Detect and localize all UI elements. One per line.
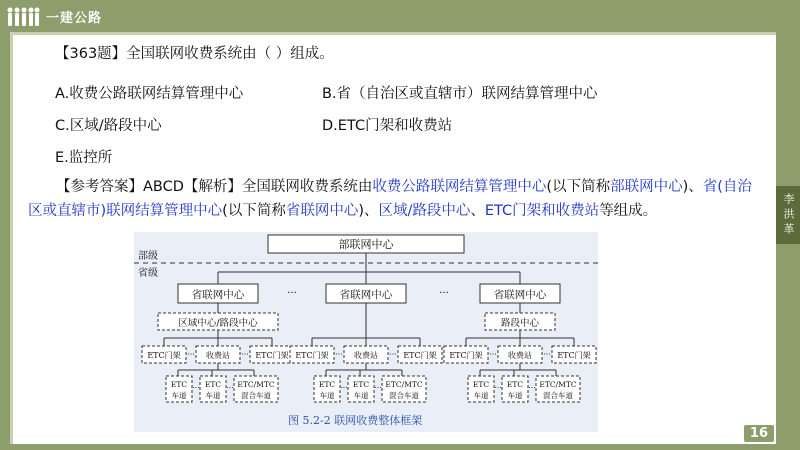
answer-text: )、 — [358, 203, 379, 219]
bottom-border — [0, 444, 800, 450]
logo — [6, 5, 102, 27]
left-border — [0, 32, 10, 450]
ellipsis: ··· — [192, 383, 200, 392]
answer-text: )、 — [682, 179, 703, 195]
answer-highlight: 区域/路段中心 — [378, 203, 471, 219]
etc-lane-label: 车道 — [171, 391, 187, 400]
etc-lane-label: ETC — [318, 380, 336, 389]
ellipsis: ··· — [389, 350, 397, 359]
ellipsis: ··· — [543, 350, 551, 359]
ellipsis: ··· — [340, 383, 348, 392]
etc-gantry-label: ETC门架 — [295, 351, 329, 360]
etc-gantry-label: ETC门架 — [557, 351, 591, 360]
etc-lane-label: 车道 — [473, 391, 489, 400]
region-node-label: 路段中心 — [500, 318, 540, 329]
ellipsis: ··· — [226, 383, 234, 392]
mixed-lane-label: 混合车道 — [543, 391, 573, 400]
answer-text: 、 — [470, 203, 485, 219]
ellipsis: ··· — [439, 288, 449, 299]
region-node-label: 区域中心/路段中心 — [178, 318, 258, 329]
mixed-lane-label: ETC/MTC — [385, 380, 423, 389]
question-stem: 【363题】全国联网收费系统由（ ）组成。 — [55, 46, 334, 62]
etc-lane-label: ETC — [506, 380, 524, 389]
etc-lane-label: ETC — [204, 380, 222, 389]
answer-highlight: 部联网中心 — [610, 179, 683, 195]
answer-text: 等组成。 — [599, 203, 658, 219]
ellipsis: ··· — [374, 383, 382, 392]
etc-lane-label: ETC — [472, 380, 490, 389]
answer-text: 【参考答案】ABCD【解析】全国联网收费系统由 — [56, 179, 373, 195]
etc-lane-label: 车道 — [205, 391, 221, 400]
ellipsis: ··· — [494, 383, 502, 392]
province-node-label: 省联网中心 — [339, 289, 393, 301]
etc-lane-label: 车道 — [507, 391, 523, 400]
answer-highlight: 省(自治区或直辖市)联网结算管理中心 — [28, 179, 752, 219]
answer-text: (以下简称 — [546, 179, 611, 195]
etc-lane-label: ETC — [352, 380, 370, 389]
logo-text: 一建公路 — [46, 10, 103, 26]
option-e: E.监控所 — [55, 150, 113, 166]
level-top-label: 部级 — [138, 251, 158, 262]
answer-highlight: 收费公路联网结算管理中心 — [372, 179, 547, 195]
mixed-lane-label: ETC/MTC — [237, 380, 275, 389]
ellipsis: ··· — [241, 350, 249, 359]
network-framework-figure — [134, 232, 598, 432]
answer-highlight: ETC门架和收费站 — [484, 203, 600, 219]
ellipsis: ··· — [187, 350, 195, 359]
etc-gantry-label: ETC门架 — [449, 351, 483, 360]
ellipsis: ··· — [335, 350, 343, 359]
answer-text: (以下简称 — [222, 203, 286, 219]
toll-station-label: 收费站 — [206, 351, 230, 360]
mixed-lane-label: ETC/MTC — [539, 380, 577, 389]
etc-gantry-label: ETC门架 — [403, 351, 437, 360]
etc-lane-label: 车道 — [353, 391, 369, 400]
framework-diagram — [134, 232, 598, 432]
ellipsis: ··· — [287, 288, 297, 299]
mixed-lane-label: 混合车道 — [241, 391, 271, 400]
option-a: A.收费公路联网结算管理中心 — [55, 86, 244, 102]
option-c: C.区域/路段中心 — [55, 118, 162, 134]
people-icon — [6, 5, 40, 27]
ellipsis: ··· — [528, 383, 536, 392]
option-b: B.省（自治区或直辖市）联网结算管理中心 — [322, 86, 598, 102]
header-bar — [0, 0, 800, 32]
page-number: 16 — [744, 425, 774, 442]
answer-highlight: 省联网中心 — [285, 203, 359, 219]
toll-station-label: 收费站 — [354, 351, 378, 360]
province-node-label: 省联网中心 — [493, 289, 547, 301]
ellipsis: ··· — [489, 350, 497, 359]
etc-lane-label: 车道 — [319, 391, 335, 400]
province-node-label: 省联网中心 — [191, 289, 245, 301]
etc-gantry-label: ETC门架 — [255, 351, 289, 360]
option-d: D.ETC门架和收费站 — [322, 118, 453, 134]
mixed-lane-label: 混合车道 — [389, 391, 419, 400]
top-node-label: 部联网中心 — [338, 238, 394, 251]
answer-explanation — [28, 175, 758, 223]
author-tab: 李洪革 — [776, 186, 800, 244]
etc-lane-label: ETC — [170, 380, 188, 389]
figure-caption: 图 5.2-2 联网收费整体框架 — [288, 414, 423, 427]
etc-gantry-label: ETC门架 — [147, 351, 181, 360]
level-bottom-label: 省级 — [138, 268, 158, 279]
toll-station-label: 收费站 — [508, 351, 532, 360]
